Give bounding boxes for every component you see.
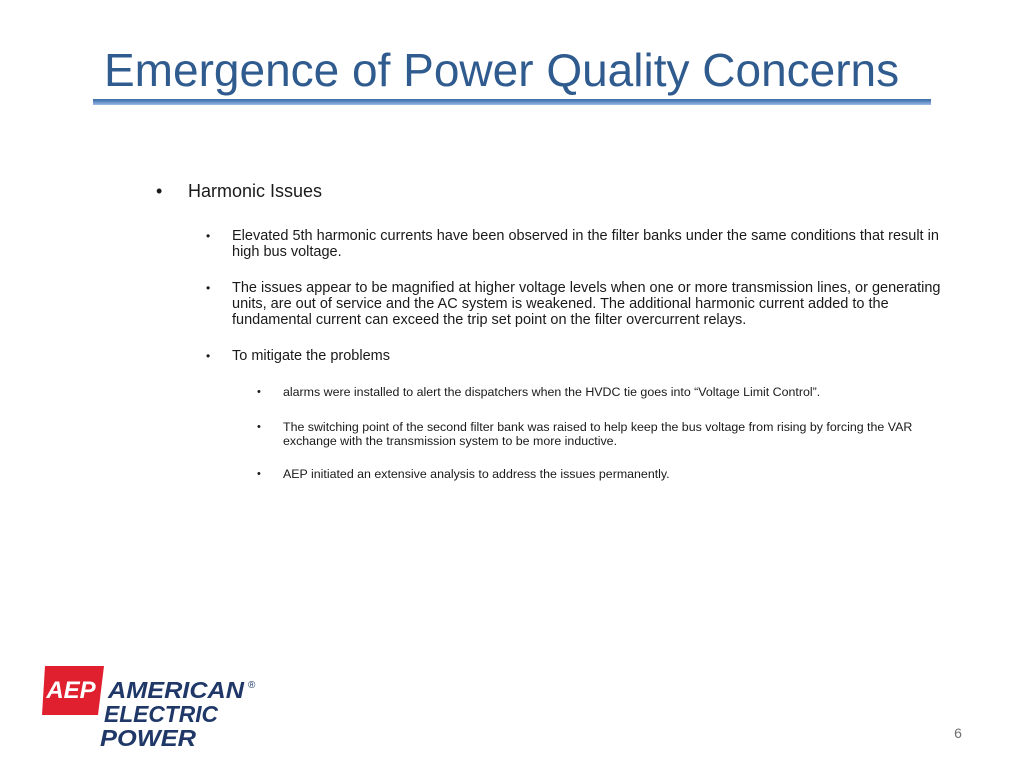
bullet-text: The switching point of the second filter bank was raised to help keep the bus voltage from rising by forcing the VAR exchange with the transmission system to be more inductive. xyxy=(283,420,913,448)
registered-mark: ® xyxy=(248,680,256,691)
aep-line-american: AMERICAN xyxy=(106,677,245,703)
bullet-dot: • xyxy=(257,386,261,398)
bullet-text: Elevated 5th harmonic currents have been observed in the filter banks under the same conditions that result in high bus voltage. xyxy=(232,228,939,260)
aep-logo xyxy=(42,664,262,748)
bullet-dot: • xyxy=(206,229,211,243)
bullet-text: AEP initiated an extensive analysis to address the issues permanently. xyxy=(283,467,670,481)
bullet-text: To mitigate the problems xyxy=(232,348,390,364)
bullet-text: The issues appear to be magnified at higher voltage levels when one or more transmission lines, or generating units, are out of service and the AC system is weakened. The additional harmonic current added to the fundamental current can exceed the trip set point on the filter overcurrent relays. xyxy=(232,280,941,328)
aep-mark-text: AEP xyxy=(46,677,96,704)
bullet-dot: • xyxy=(257,421,261,433)
bullet-dot: • xyxy=(206,281,211,295)
title-underline xyxy=(93,99,931,105)
bullet-dot: • xyxy=(156,181,163,201)
bullet-dot: • xyxy=(206,349,211,363)
bullet-text: Harmonic Issues xyxy=(188,181,323,201)
aep-line-electric: ELECTRIC xyxy=(104,701,219,727)
aep-line-power: POWER xyxy=(100,725,197,748)
bullet-dot: • xyxy=(257,468,261,480)
slide-number: 6 xyxy=(954,725,962,741)
slide-title: Emergence of Power Quality Concerns xyxy=(104,44,900,96)
bullet-text: alarms were installed to alert the dispatchers when the HVDC tie goes into “Voltage Limit Control”. xyxy=(283,385,821,399)
